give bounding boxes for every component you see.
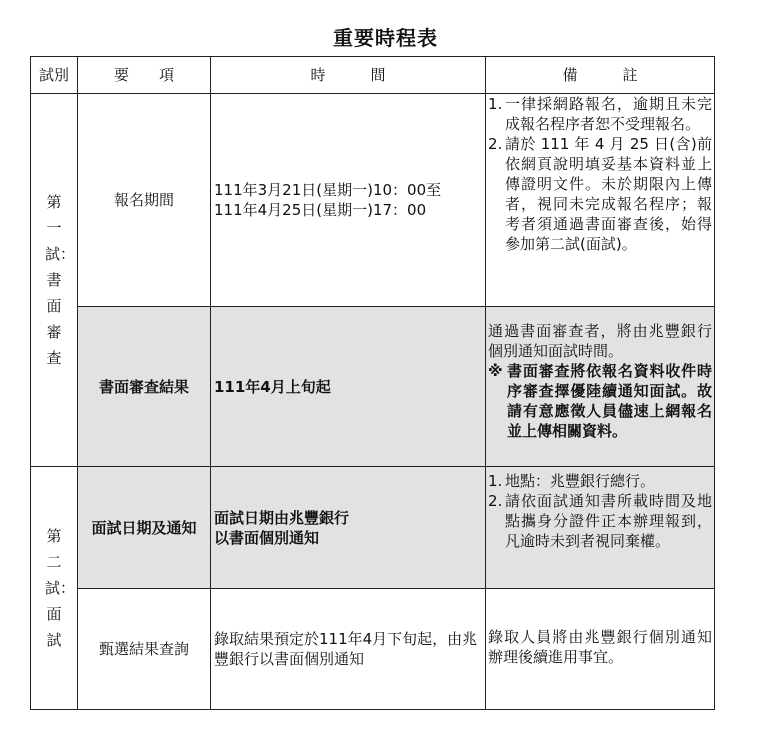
table-row (31, 467, 715, 589)
list-item (488, 94, 712, 134)
header-note: 備 註 (486, 57, 715, 94)
page-title: 重要時程表 (333, 26, 438, 50)
table-row (31, 307, 715, 467)
note-cell (486, 94, 715, 307)
list-item (488, 471, 712, 491)
schedule-table (30, 56, 715, 710)
time-line: 111年3月21日(星期一)10：00至 (214, 181, 442, 199)
stage-1-label (31, 94, 78, 467)
header-time: 時 間 (211, 57, 486, 94)
list-text: 書面審查將依報名資料收件時序審查擇優陸續通知面試。故請有意應徵人員儘速上網報名並上傳相關資料。 (507, 362, 712, 440)
stage-1-text: 第一試：書面審查 (45, 193, 76, 367)
list-number: 2. (488, 492, 503, 510)
table-row (31, 94, 715, 307)
note-cell (486, 589, 715, 710)
time-cell (211, 467, 486, 589)
time-line: 面試日期由兆豐銀行 (214, 508, 350, 527)
list-item (488, 491, 712, 551)
item-cell: 甄選結果查詢 (78, 589, 211, 710)
list-item (488, 361, 712, 441)
note-text: 通過書面審查者，將由兆豐銀行個別通知面試時間。 (488, 322, 712, 360)
time-cell: 111年4月上旬起 (211, 307, 486, 467)
list-number: 2. (488, 135, 503, 153)
note-list (488, 471, 712, 551)
list-text: 地點：兆豐銀行總行。 (505, 472, 656, 490)
list-number: 1. (488, 472, 503, 490)
note-list (488, 361, 712, 441)
stage-2-text: 第二試：面試 (45, 527, 76, 649)
time-cell: 錄取結果預定於111年4月下旬起，由兆豐銀行以書面個別通知 (211, 589, 486, 710)
note-cell (486, 467, 715, 589)
item-cell: 書面審查結果 (78, 307, 211, 467)
header-item: 要 項 (78, 57, 211, 94)
time-line: 以書面個別通知 (214, 528, 320, 547)
list-item (488, 134, 712, 254)
list-text: 請於 111 年 4 月 25 日(含)前依網頁說明填妥基本資料並上傳證明文件。未於期限內上傳者，視同未完成報名程序；報考者須通過書面審查後，始得參加第二試(面試)。 (505, 135, 712, 253)
time-line: 111年4月25日(星期一)17：00 (214, 201, 427, 219)
item-cell: 面試日期及通知 (78, 467, 211, 589)
list-number: 1. (488, 95, 503, 113)
note-list (488, 94, 712, 254)
note-mark: ※ (488, 362, 503, 380)
list-text: 一律採網路報名，逾期且未完成報名程序者恕不受理報名。 (505, 95, 712, 133)
header-row (31, 57, 715, 94)
note-text: 錄取人員將由兆豐銀行個別通知辦理後續進用事宜。 (488, 628, 712, 666)
time-cell (211, 94, 486, 307)
list-text: 請依面試通知書所載時間及地點攜身分證件正本辦理報到，凡逾時未到者視同棄權。 (505, 492, 712, 550)
stage-2-label (31, 467, 78, 710)
table-row (31, 589, 715, 710)
header-stage: 試別 (31, 57, 78, 94)
item-cell: 報名期間 (78, 94, 211, 307)
note-cell (486, 307, 715, 467)
